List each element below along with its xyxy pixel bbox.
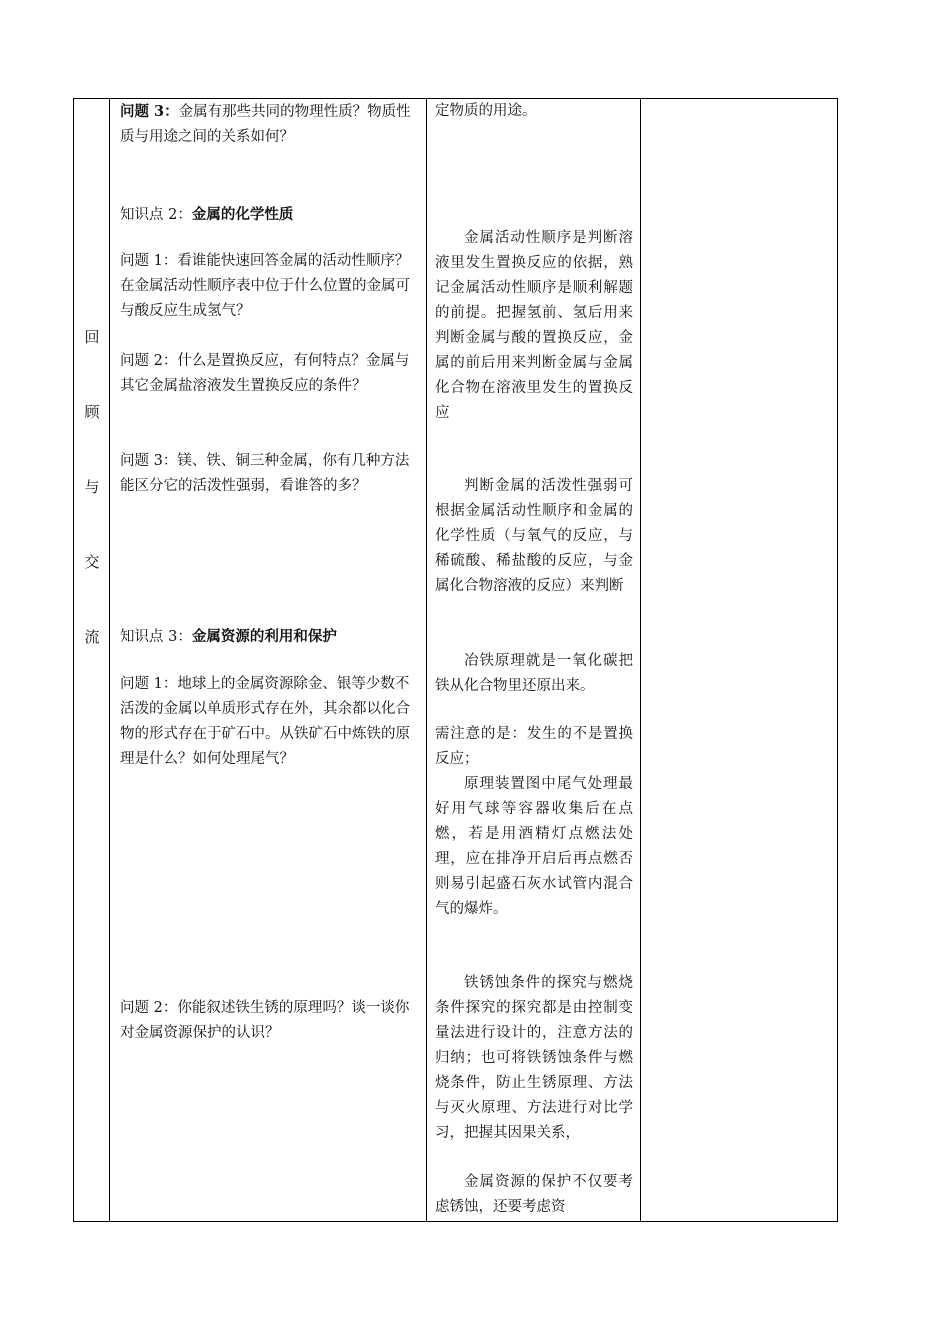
note-exhaust-handling: 原理装置图中尾气处理最好用气球等容器收集后在点燃，若是用酒精灯点燃法处理，应在排净开启后再点燃否则易引起盛石灰水试管内混合气的爆炸。 [435,776,633,917]
notes-column [427,99,641,1221]
lesson-table [73,98,838,1222]
knowledge-point-2: 知识点 2：金属的化学性质 [120,206,294,223]
question-activity-series: 问题 1：看谁能快速回答金属的活动性顺序？在金属活动性顺序表中位于什么位置的金属可与酸反应生成氢气？ [120,253,410,319]
question-compare-metals: 问题 3：镁、铁、铜三种金属，你有几种方法能区分它的活泼性强弱，看谁答的多？ [120,453,410,494]
section-label-column [74,99,110,1221]
section-label-char: 回 [84,328,100,346]
question-iron-smelting: 问题 1：地球上的金属资源除金、银等少数不活泼的金属以单质形式存在外，其余都以化合物的形式存在于矿石中。从铁矿石中炼铁的原理是什么？如何处理尾气？ [120,676,410,767]
question-displacement-reaction: 问题 2：什么是置换反应，有何特点？金属与其它金属盐溶液发生置换反应的条件？ [120,353,410,394]
note-text: 定物质的用途。 [435,103,537,119]
note-activity-series: 金属活动性顺序是判断溶液里发生置换反应的依据，熟记金属活动性顺序是顺利解题的前提。把握氢前、氢后用来判断金属与酸的置换反应，金属的前后用来判断金属与金属化合物在溶液里发生的置换反应 [435,230,633,421]
questions-column [110,99,427,1221]
section-label-char: 与 [84,478,100,496]
section-label-char: 流 [84,628,100,646]
note-rust-conditions: 铁锈蚀条件的探究与燃烧条件探究的探究都是由控制变量法进行设计的，注意方法的归纳；也可将铁锈蚀条件与燃烧条件，防止生锈原理、方法与灭火原理、方法进行对比学习，把握其因果关系， [435,975,633,1141]
note-reactivity: 判断金属的活泼性强弱可根据金属活动性顺序和金属的化学性质（与氧气的反应，与稀硫酸、稀盐酸的反应，与金属化合物溶液的反应）来判断 [435,478,633,594]
note-smelting-principle: 冶铁原理就是一氧化碳把铁从化合物里还原出来。 [435,653,633,694]
note-resource-protection: 金属资源的保护不仅要考虑锈蚀，还要考虑资 [435,1174,633,1215]
section-label-char: 顾 [84,403,100,421]
question-physical-properties: 问题 3：金属有那些共同的物理性质？物质性质与用途之间的关系如何？ [120,103,411,145]
question-rusting: 问题 2：你能叙述铁生锈的原理吗？谈一谈你对金属资源保护的认识？ [120,1000,410,1041]
empty-column [641,99,837,1221]
section-label-char: 交 [84,553,100,571]
knowledge-point-3: 知识点 3：金属资源的利用和保护 [120,628,337,645]
note-caution: 需注意的是：发生的不是置换反应； [435,726,633,767]
